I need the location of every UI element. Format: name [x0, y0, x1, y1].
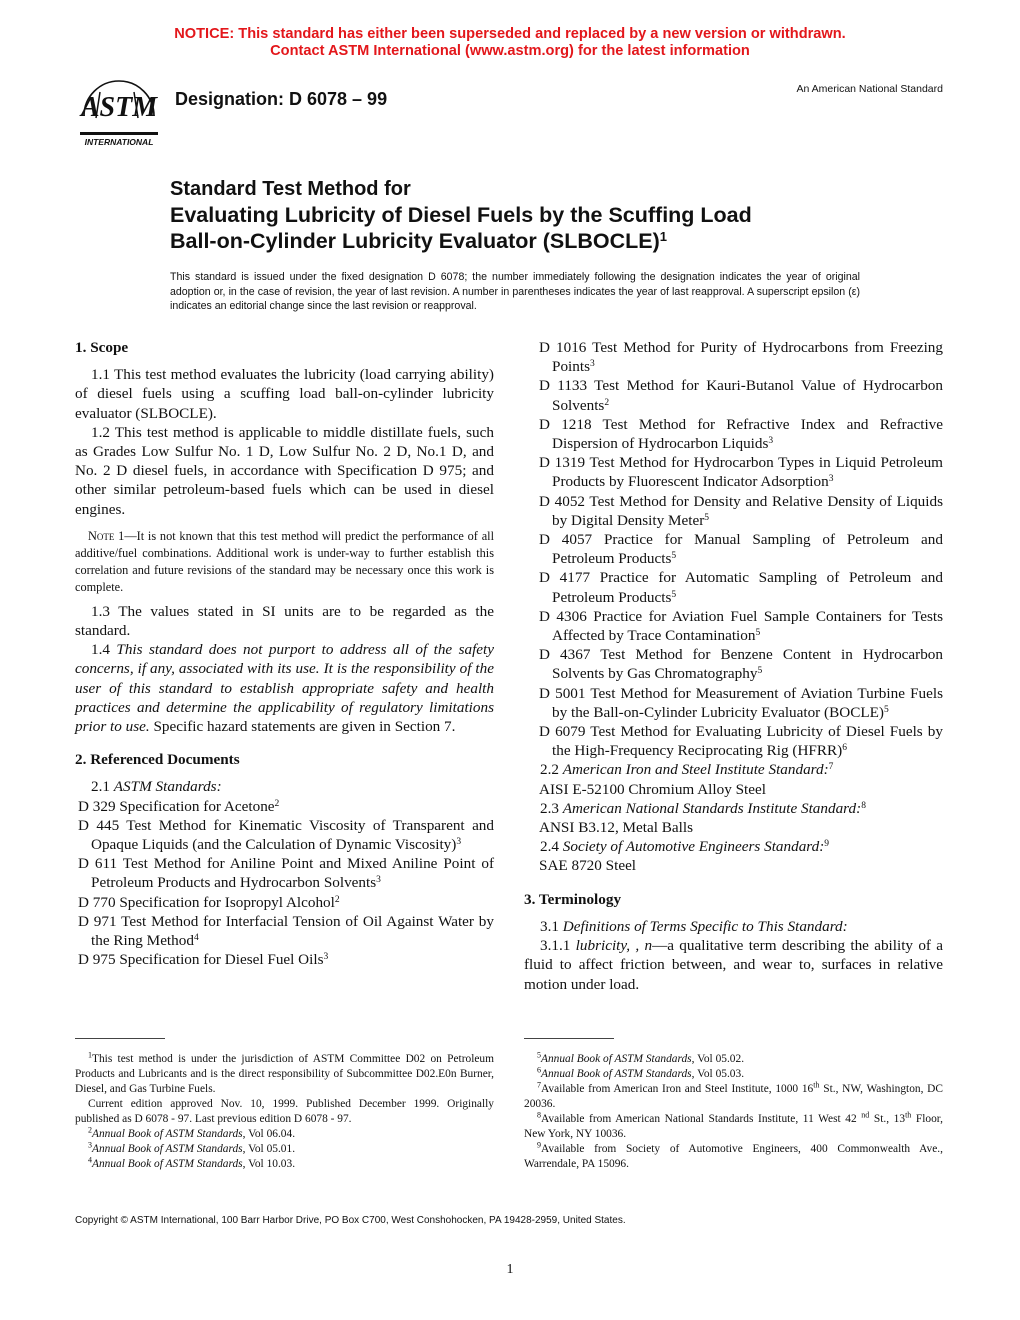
footnote-2-rest: , Vol 06.04. [242, 1128, 296, 1140]
footnote-7-mark: 7 [537, 1080, 541, 1090]
footnote-9-mark: 9 [537, 1140, 541, 1150]
reference-item [75, 816, 494, 854]
term-lubricity-definition: —a qualitative term describing the ability of a fluid to affect friction between, and wear to, surfaces in relative motion under load. [524, 937, 944, 993]
page-number: 1 [506, 1262, 514, 1277]
footnote-9-text: Available from Society of Automotive Engineers, 400 Commonwealth Ave., Warrendale, PA 15096. [524, 1143, 943, 1170]
footnote-9 [524, 1142, 943, 1172]
section-3-heading: 3. Terminology [524, 890, 622, 908]
section-2-2-fn: 7 [828, 762, 834, 773]
section-1-4-end: Specific hazard statements are given in Section 7. [149, 718, 456, 736]
footnote-rule-right [524, 1038, 614, 1039]
reference-footnote-mark: 3 [323, 952, 329, 963]
astm-references-left [75, 797, 494, 970]
reference-footnote-mark: 5 [671, 589, 677, 600]
reference-footnote-mark: 3 [376, 875, 381, 886]
footnotes-left [75, 1052, 494, 1172]
reference-item [75, 912, 494, 950]
footnote-6 [524, 1067, 943, 1082]
section-2-2-label: American Iron and Steel Institute Standard: [562, 761, 829, 779]
reference-text: D 4306 Practice for Aviation Fuel Sample Containers for Tests Affected by Trace Contamination [539, 607, 943, 645]
reference-footnote-mark: 2 [604, 397, 610, 408]
reference-sae: SAE 8720 Steel [539, 857, 637, 875]
reference-item [524, 376, 943, 414]
astm-references-right [524, 338, 943, 760]
reference-footnote-mark: 3 [768, 435, 774, 446]
reference-text: D 1133 Test Method for Kauri-Butanol Value of Hydrocarbon Solvents [539, 377, 943, 414]
section-2-4 [524, 837, 943, 856]
footnote-4-italic: Annual Book of ASTM Standards [92, 1158, 243, 1170]
reference-text: D 1319 Test Method for Hydrocarbon Types in Liquid Petroleum Products by Fluorescent Indicator Adsorption [539, 454, 943, 491]
section-2-3-label: American National Standards Institute Standard: [562, 799, 862, 817]
title-line-2: Evaluating Lubricity of Diesel Fuels by the Scuffing Load [170, 203, 752, 227]
section-2-3-num: 2.3 [540, 799, 563, 817]
reference-text: D 329 Specification for Acetone [78, 797, 275, 815]
title-footnote-mark: 1 [659, 228, 667, 244]
reference-text: D 1218 Test Method for Refractive Index and Refractive Dispersion of Hydrocarbon Liquids [539, 415, 943, 453]
footnote-4-mark: 4 [88, 1155, 92, 1165]
section-1-4 [75, 640, 494, 736]
reference-item [524, 568, 943, 606]
title-line-1: Standard Test Method for [170, 178, 411, 200]
footnote-4 [75, 1157, 494, 1172]
reference-item [524, 492, 943, 530]
footnote-rule-left [75, 1038, 165, 1039]
designation: Designation: D 6078 – 99 [175, 89, 388, 109]
reference-text: D 971 Test Method for Interfacial Tension of Oil Against Water by the Ring Method [78, 912, 494, 950]
footnote-2-italic: Annual Book of ASTM Standards [92, 1128, 243, 1140]
term-lubricity: lubricity, , n [575, 937, 653, 955]
footnote-2-mark: 2 [88, 1125, 92, 1135]
reference-footnote-mark: 3 [589, 358, 595, 369]
section-2-1 [75, 777, 494, 796]
footnote-5-italic: Annual Book of ASTM Standards [541, 1053, 692, 1065]
footnote-3-italic: Annual Book of ASTM Standards [92, 1143, 243, 1155]
reference-text: D 4057 Practice for Manual Sampling of Petroleum and Petroleum Products [539, 531, 943, 568]
section-2-4-num: 2.4 [540, 838, 563, 856]
reference-aisi: AISI E-52100 Chromium Alloy Steel [539, 780, 766, 798]
reference-text: D 4052 Test Method for Density and Relative Density of Liquids by Digital Density Meter [539, 492, 943, 529]
section-2-2-num: 2.2 [540, 761, 563, 779]
footnote-6-italic: Annual Book of ASTM Standards [541, 1068, 692, 1080]
reference-footnote-mark: 5 [883, 704, 889, 715]
footnote-8-c: Floor, New York, NY 10036. [524, 1113, 943, 1140]
section-3-1-1-num: 3.1.1 [540, 937, 576, 955]
left-column [75, 338, 494, 969]
footnote-4-rest: , Vol 10.03. [242, 1158, 296, 1170]
section-2-2 [524, 760, 943, 779]
astm-logo-mark [78, 78, 160, 148]
reference-footnote-mark: 6 [842, 743, 847, 754]
footnote-1-mark: 1 [88, 1050, 92, 1060]
notice-line-2: Contact ASTM International (www.astm.org) for the latest information [270, 43, 750, 59]
right-column [524, 338, 943, 994]
section-1-1: 1.1 This test method evaluates the lubricity (load carrying ability) of diesel fuels using a scuffing load ball-on-cylinder lubricity evaluator (SLBOCLE). [75, 366, 494, 422]
reference-item [524, 338, 943, 376]
reference-text: D 770 Specification for Isopropyl Alcohol [78, 893, 335, 911]
reference-item [75, 854, 494, 892]
reference-item [524, 607, 943, 645]
reference-item [524, 645, 943, 683]
title-line-3 [170, 228, 752, 254]
footnote-7-sup: th [813, 1080, 820, 1090]
reference-text: D 611 Test Method for Aniline Point and Mixed Aniline Point of Petroleum Products and Hydrocarbon Solvents [78, 855, 494, 892]
footnote-8 [524, 1112, 943, 1142]
footnote-7-a: Available from American Iron and Steel Institute, 1000 16 [541, 1083, 814, 1095]
footnote-5 [524, 1052, 943, 1067]
reference-text: D 4367 Test Method for Benzene Content in Hydrocarbon Solvents by Gas Chromatography [539, 646, 943, 683]
reference-footnote-mark: 5 [704, 512, 710, 523]
reference-text: D 5001 Test Method for Measurement of Aviation Turbine Fuels by the Ball-on-Cylinder Lubricity Evaluator (BOCLE) [539, 684, 943, 721]
copyright: Copyright © ASTM International, 100 Barr Harbor Drive, PO Box C700, West Conshohocken, PA 19428-2959, United States. [75, 1215, 626, 1226]
reference-item [524, 530, 943, 568]
section-3-1-num: 3.1 [540, 917, 563, 935]
reference-item [75, 950, 494, 969]
title-line-3-text: Ball-on-Cylinder Lubricity Evaluator (SLBOCLE) [170, 229, 660, 253]
reference-text: D 975 Specification for Diesel Fuel Oils [78, 951, 324, 969]
section-3-1-label: Definitions of Terms Specific to This Standard: [562, 917, 848, 935]
reference-footnote-mark: 2 [274, 798, 280, 809]
footnote-3-rest: , Vol 05.01. [242, 1143, 296, 1155]
section-1-3: 1.3 The values stated in SI units are to be regarded as the standard. [75, 602, 494, 640]
footnote-2 [75, 1127, 494, 1142]
reference-item [75, 893, 494, 912]
reference-text: D 445 Test Method for Kinematic Viscosity of Transparent and Opaque Liquids (and the Calculation of Dynamic Viscosity) [78, 816, 494, 854]
footnote-5-rest: , Vol 05.02. [691, 1053, 745, 1065]
reference-ansi: ANSI B3.12, Metal Balls [539, 819, 693, 837]
astm-logo [78, 78, 160, 148]
footnote-8-mark: 8 [537, 1110, 541, 1120]
issuance-statement: This standard is issued under the fixed designation D 6078; the number immediately following the designation indicates the year of original adoption or, in the case of revision, the year of last revision. A number in parentheses indicates the year of last reapproval. A superscript epsilon (ε) indicates an editorial change since the last revision or reapproval. [170, 271, 860, 313]
footnote-6-mark: 6 [537, 1065, 541, 1075]
reference-item [524, 722, 943, 760]
reference-footnote-mark: 5 [757, 666, 763, 677]
footnote-8-b: St., 13 [869, 1113, 906, 1125]
footnote-6-rest: , Vol 05.03. [691, 1068, 745, 1080]
footnote-8-sup2: th [905, 1110, 912, 1120]
reference-footnote-mark: 5 [755, 627, 761, 638]
reference-item [524, 453, 943, 491]
reference-item [524, 684, 943, 722]
reference-item [524, 415, 943, 453]
reference-footnote-mark: 4 [193, 932, 199, 943]
footnote-1-text: This test method is under the jurisdiction of ASTM Committee D02 on Petroleum Products and Lubricants and is the direct responsibility of Subcommittee D02.E0n Burner, Diesel, and Gas Turbine Fuels. [75, 1053, 494, 1095]
footnote-7-b: St., NW, Washington, DC 20036. [524, 1083, 943, 1110]
document-title [170, 176, 752, 254]
section-2-4-label: Society of Automotive Engineers Standard: [562, 838, 825, 856]
section-1-2: 1.2 This test method is applicable to middle distillate fuels, such as Grades Low Sulfur No. 1 D, Low Sulfur No. 2 D, No.1 D, and No. 2 D diesel fuels, in accordance with Specification D 975; and other similar petroleum-based fuels which can be used in diesel engines. [75, 423, 494, 518]
section-1-4-num: 1.4 [91, 641, 117, 659]
footnote-1b: Current edition approved Nov. 10, 1999. Published December 1999. Originally published as D 6078 - 97. Last previous edition D 6078 - 97. [75, 1098, 494, 1125]
notice-banner [0, 26, 1020, 60]
section-2-4-fn: 9 [824, 839, 830, 850]
section-1-heading: 1. Scope [75, 339, 129, 356]
section-2-heading: 2. Referenced Documents [75, 751, 240, 769]
section-2-1-label: ASTM Standards: [113, 778, 222, 796]
logo-subtext: INTERNATIONAL [84, 137, 154, 147]
note-1-label: Note 1 [88, 528, 125, 543]
footnote-3 [75, 1142, 494, 1157]
reference-text: D 4177 Practice for Automatic Sampling of Petroleum and Petroleum Products [539, 569, 943, 606]
section-1-4-italic: This standard does not purport to address all of the safety concerns, if any, associated with its use. It is the responsibility of the user of this standard to establish appropriate safety and health practices and determine the applicability of regulatory limitations prior to use. [75, 641, 495, 736]
section-2-3 [524, 799, 943, 818]
note-1-text: —It is not known that this test method will predict the performance of all additive/fuel combinations. Additional work is under-way to further establish this correlation and future revisions of the standard may be necessary once this work is complete. [75, 528, 494, 594]
notice-line-1: NOTICE: This standard has either been superseded and replaced by a new version or withdrawn. [174, 26, 846, 42]
reference-text: D 6079 Test Method for Evaluating Lubricity of Diesel Fuels by the High-Frequency Reciprocating Rig (HFRR) [539, 723, 943, 760]
footnote-8-a: Available from American National Standards Institute, 11 West 42 [541, 1113, 862, 1125]
reference-footnote-mark: 3 [828, 474, 834, 485]
section-3-1 [524, 917, 943, 936]
section-3-1-1 [524, 936, 943, 994]
footnote-5-mark: 5 [537, 1050, 541, 1060]
american-national-standard: An American National Standard [796, 83, 943, 95]
reference-footnote-mark: 2 [334, 894, 340, 905]
reference-item [75, 797, 494, 816]
footnotes-right [524, 1052, 943, 1172]
section-2-3-fn: 8 [861, 800, 866, 811]
footnote-1 [75, 1052, 494, 1097]
section-2-1-num: 2.1 [91, 778, 114, 796]
footnote-3-mark: 3 [88, 1140, 92, 1150]
note-1 [75, 528, 494, 596]
reference-text: D 1016 Test Method for Purity of Hydrocarbons from Freezing Points [539, 339, 943, 376]
reference-footnote-mark: 5 [671, 551, 677, 562]
footnote-8-sup1: nd [861, 1110, 870, 1120]
reference-footnote-mark: 3 [456, 836, 462, 847]
footnote-7 [524, 1082, 943, 1112]
logo-text: ASTM [80, 92, 158, 123]
